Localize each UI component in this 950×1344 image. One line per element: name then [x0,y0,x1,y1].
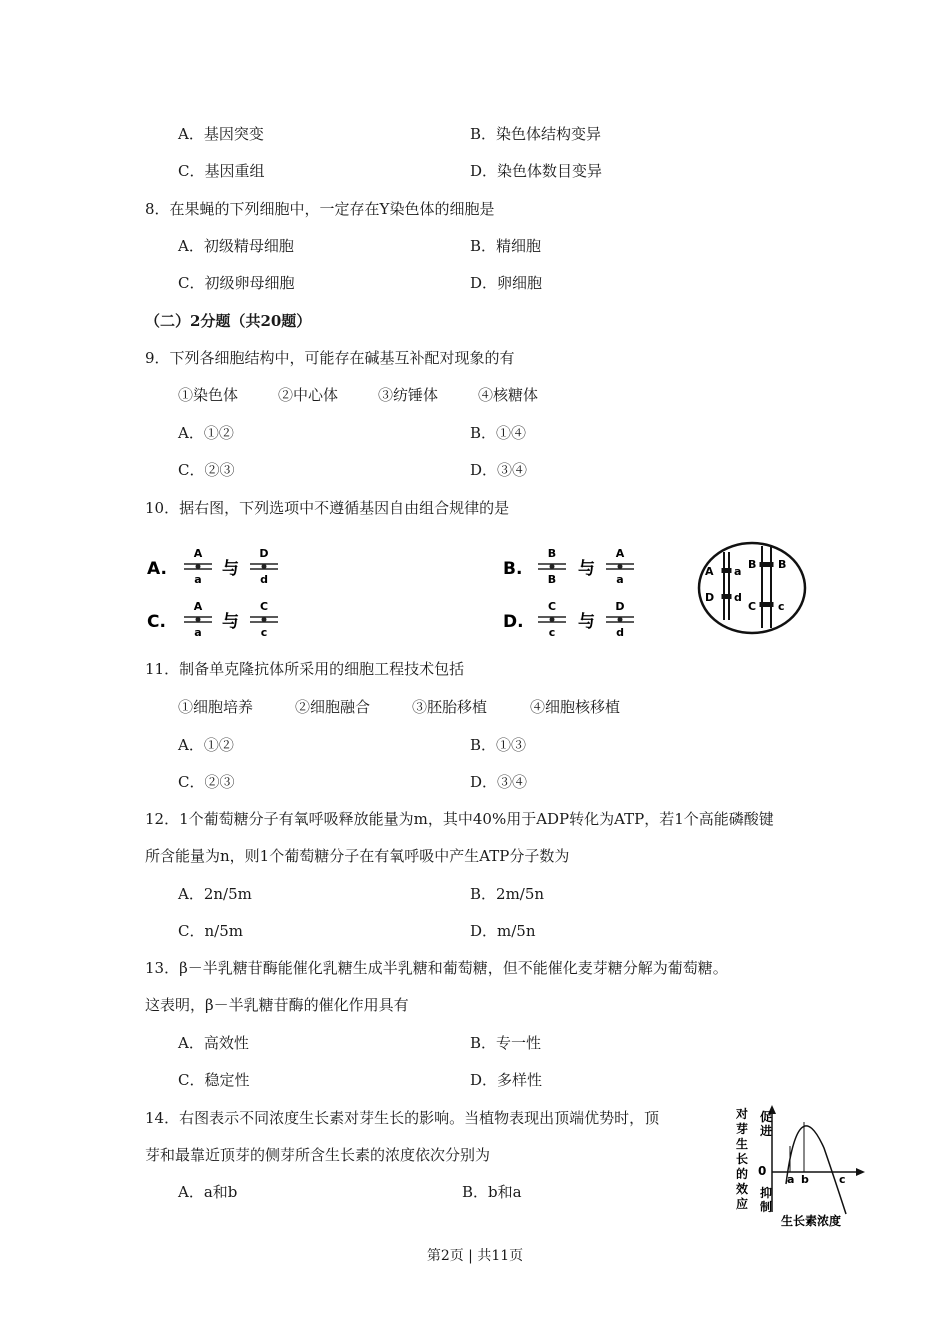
q8-option-d: D．卵细胞 [470,274,543,292]
q9-stem: 9．下列各细胞结构中，可能存在碱基互补配对现象的有 [145,349,515,367]
q10-opt-b-letter: B. [503,559,523,579]
q11-option-c: C．②③ [178,773,235,791]
q10-opt-a-right-pair [250,547,278,586]
q14-stem-line2: 芽和最靠近顶芽的侧芽所含生长素的浓度依次分别为 [145,1146,491,1164]
graph-y-title-char: 应 [735,1197,749,1211]
cell-gene-B-right: B [778,558,787,571]
q13-option-a: A．高效性 [178,1034,249,1052]
q13-option-c: C．稳定性 [178,1071,250,1089]
graph-promote-label-2: 进 [760,1124,773,1138]
q9-option-a: A．①② [178,424,234,442]
q13-option-d: D．多样性 [470,1071,543,1089]
q11-option-b: B．①③ [470,736,527,754]
cell-gene-D: D [705,591,715,604]
q7-option-d: D．染色体数目变异 [470,162,603,180]
cell-gene-A: A [705,565,714,578]
q10-opt-b-and: 与 [578,559,595,579]
q13-option-b: B．专一性 [470,1034,542,1052]
q10-opt-a-right-bottom-gene: d [260,573,268,586]
q14-option-a: A．a和b [178,1183,238,1201]
q9-item-2: ②中心体 [278,386,339,404]
q8-option-a: A．初级精母细胞 [178,237,294,255]
q9-item-3: ③纺锤体 [378,386,439,404]
q10-opt-d-right-bottom-gene: d [616,626,624,639]
q10-opt-a-right-top-gene: D [259,547,269,560]
q10-opt-c-right-bottom-gene: c [260,626,268,639]
page-footer: 第2页 | 共11页 [426,1248,524,1264]
q10-opt-b-right-top-gene: A [615,547,625,560]
graph-y-title [735,1106,748,1211]
q11-item-3: ③胚胎移植 [412,698,488,716]
q10-opt-d-right-top-gene: D [615,600,625,613]
q10-opt-c-left-pair [184,600,212,639]
q10-opt-d-letter: D. [503,612,524,632]
q10-opt-b-left-pair [538,547,566,586]
q10-opt-c-letter: C. [147,612,166,632]
graph-promote-label-1: 促 [760,1110,773,1124]
q11-item-2: ②细胞融合 [295,698,371,716]
graph-y-title-char: 生 [735,1137,749,1151]
q11-option-d: D．③④ [470,773,528,791]
q10-opt-d-left-pair [538,600,566,639]
q10-opt-c-bottom-gene: a [194,626,202,639]
q7-option-a: A．基因突变 [178,125,264,143]
cell-gene-c: c [778,600,785,613]
graph-curve [786,1126,846,1214]
q12-stem-line2: 所含能量为n，则1个葡萄糖分子在有氧呼吸中产生ATP分子数为 [145,847,570,865]
cell-gene-C: C [748,600,757,613]
q10-opt-a-letter: A. [147,559,167,579]
graph-y-title-char: 芽 [735,1122,749,1136]
graph-origin-label: 0 [758,1164,767,1178]
q8-option-c: C．初级卵母细胞 [178,274,295,292]
graph-point-a: a [787,1173,795,1186]
q9-option-b: B．①④ [470,424,527,442]
graph-y-title-char: 长 [735,1152,749,1166]
cell-membrane [699,543,805,633]
cell-gene-a: a [734,565,742,578]
q11-item-4: ④细胞核移植 [530,698,621,716]
q10-opt-c-and: 与 [222,612,239,632]
graph-point-b: b [801,1173,809,1186]
q10-opt-a-and: 与 [222,559,239,579]
graph-x-title: 生长素浓度 [781,1214,842,1228]
q12-option-d: D．m/5n [470,922,536,940]
q12-option-c: C．n/5m [178,922,243,940]
graph-y-title-char: 的 [735,1167,749,1181]
q10-opt-d-top-gene: C [547,600,557,613]
q11-item-1: ①细胞培养 [178,698,254,716]
q10-opt-d-bottom-gene: c [548,626,556,639]
q10-opt-d-right-pair [606,600,634,639]
q8-option-b: B．精细胞 [470,237,542,255]
q7-option-c: C．基因重组 [178,162,265,180]
q13-stem-line2: 这表明，β－半乳糖苷酶的催化作用具有 [145,996,409,1014]
q10-opt-b-top-gene: B [547,547,557,560]
q7-option-b: B．染色体结构变异 [470,125,602,143]
q10-opt-b-right-bottom-gene: a [616,573,624,586]
q14-auxin-graph [728,1102,868,1232]
graph-x-arrow [856,1168,865,1176]
q12-stem-line1: 12．1个葡萄糖分子有氧呼吸释放能量为m，其中40%用于ADP转化为ATP，若1个高能磷酸键 [145,810,774,828]
q10-opt-b-right-pair [606,547,634,586]
cell-gene-d: d [734,591,742,604]
q10-cell-diagram [696,538,808,638]
q14-option-b: B．b和a [462,1183,522,1201]
q10-opt-b-bottom-gene: B [547,573,557,586]
q10-opt-c-right-pair [250,600,278,639]
graph-inhibit-label-1: 抑 [760,1186,773,1200]
q9-option-c: C．②③ [178,461,235,479]
graph-y-title-char: 对 [735,1107,749,1121]
q9-item-1: ①染色体 [178,386,239,404]
cell-gene-B-left: B [748,558,757,571]
q12-option-b: B．2m/5n [470,885,545,903]
q10-opt-c-right-top-gene: C [259,600,269,613]
q10-options-figure [140,538,700,648]
graph-inhibit-label-2: 制 [760,1200,773,1214]
q9-item-4: ④核糖体 [478,386,539,404]
q10-opt-c-top-gene: A [193,600,203,613]
q10-opt-a-bottom-gene: a [194,573,202,586]
graph-point-c: c [839,1173,846,1186]
q11-stem: 11．制备单克隆抗体所采用的细胞工程技术包括 [145,660,465,678]
q13-stem-line1: 13．β－半乳糖苷酶能催化乳糖生成半乳糖和葡萄糖，但不能催化麦芽糖分解为葡萄糖。 [145,959,728,977]
q11-option-a: A．①② [178,736,234,754]
section-heading: （二）2分题（共20题） [145,312,312,330]
q10-stem: 10．据右图，下列选项中不遵循基因自由组合规律的是 [145,499,510,517]
q10-opt-a-top-gene: A [193,547,203,560]
q10-opt-a-left-pair [184,547,212,586]
q8-stem: 8．在果蝇的下列细胞中，一定存在Y染色体的细胞是 [145,200,495,218]
q9-option-d: D．③④ [470,461,528,479]
q12-option-a: A．2n/5m [178,885,252,903]
q14-stem-line1: 14．右图表示不同浓度生长素对芽生长的影响。当植物表现出顶端优势时，顶 [145,1109,660,1127]
graph-y-title-char: 效 [735,1182,749,1196]
q10-opt-d-and: 与 [578,612,595,632]
